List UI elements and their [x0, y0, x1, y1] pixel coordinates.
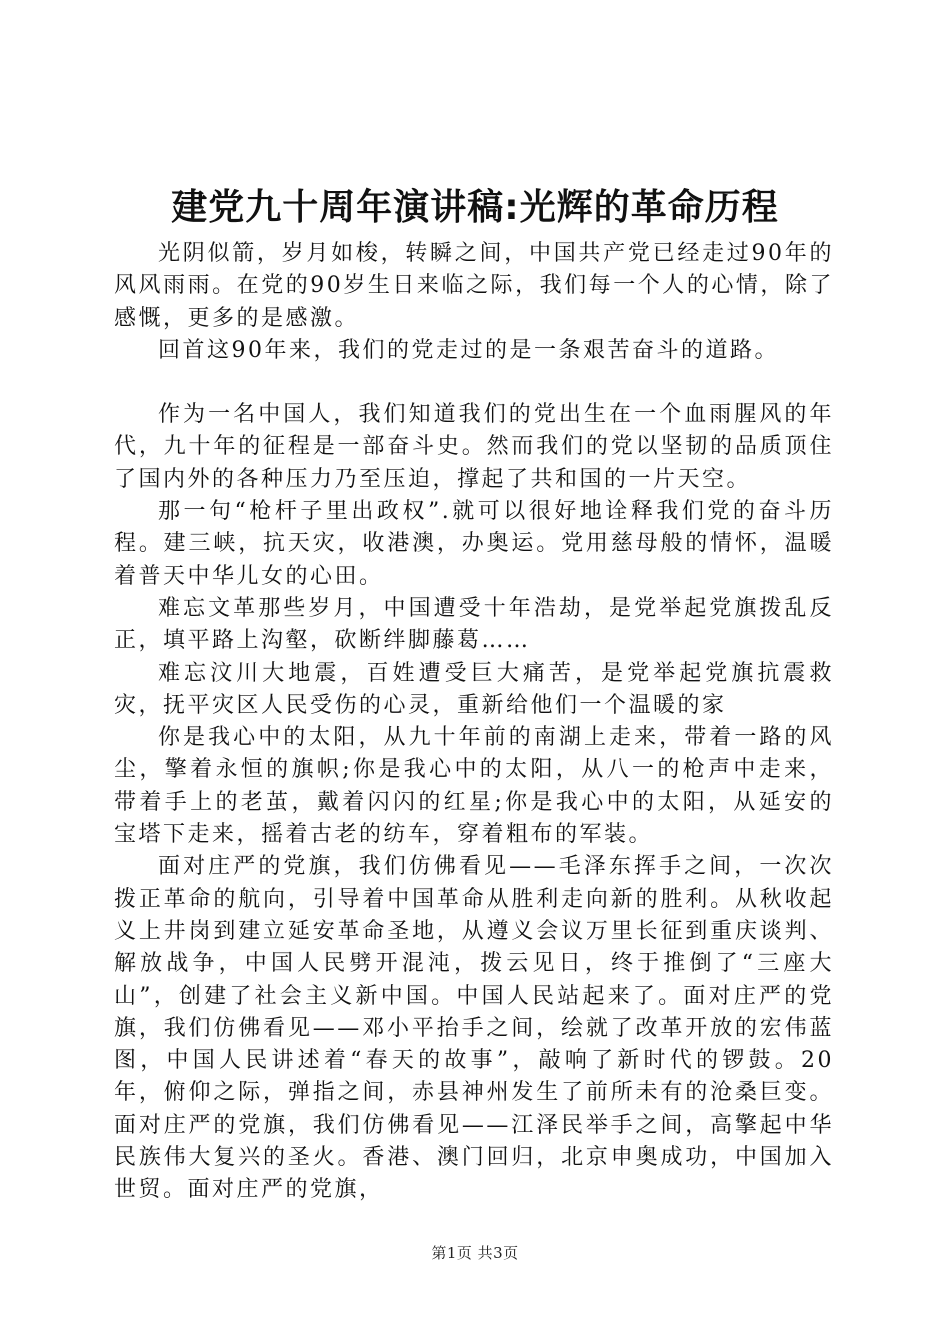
paragraph: 面对庄严的党旗，我们仿佛看见——毛泽东挥手之间，一次次拨正革命的航向，引导着中国革命从胜利走向新的胜利。从秋收起义上井岗到建立延安革命圣地，从遵义会议万里长征到重庆谈判、解放战争，中国人民劈开混沌，拨云见日，终于推倒了“三座大山”，创建了社会主义新中国。中国人民站起来了。面对庄严的党旗，我们仿佛看见——邓小平抬手之间，绘就了改革开放的宏伟蓝图，中国人民讲述着“春天的故事”，敲响了新时代的锣鼓。20年，俯仰之际，弹指之间，赤县神州发生了前所未有的沧桑巨变。面对庄严的党旗，我们仿佛看见——江泽民举手之间，高擎起中华民族伟大复兴的圣火。香港、澳门回归，北京申奥成功，中国加入世贸。面对庄严的党旗，: [114, 854, 834, 1203]
page-title: 建党九十周年演讲稿:光辉的革命历程: [171, 187, 779, 228]
paragraph: 回首这90年来，我们的党走过的是一条艰苦奋斗的道路。: [158, 337, 779, 363]
paragraph: 作为一名中国人，我们知道我们的党出生在一个血雨腥风的年代，九十年的征程是一部奋斗史。然而我们的党以坚韧的品质顶住了国内外的各种压力乃至压迫，撑起了共和国的一片天空。: [114, 402, 834, 492]
document-body: [114, 238, 834, 1207]
page-number-footer: 第1页 共3页: [431, 1244, 519, 1262]
paragraph: 难忘汶川大地震，百姓遭受巨大痛苦，是党举起党旗抗震救灾，抚平灾区人民受伤的心灵，重新给他们一个温暖的家: [114, 660, 834, 718]
paragraph: 那一句“枪杆子里出政权”.就可以很好地诠释我们党的奋斗历程。建三峡，抗天灾，收港澳，办奥运。党用慈母般的情怀，温暖着普天中华儿女的心田。: [114, 499, 834, 589]
paragraph: 你是我心中的太阳，从九十年前的南湖上走来，带着一路的风尘，擎着永恒的旗帜;你是我心中的太阳，从八一的枪声中走来，带着手上的老茧，戴着闪闪的红星;你是我心中的太阳，从延安的宝塔下走来，摇着古老的纺车，穿着粗布的军装。: [114, 725, 834, 848]
paragraph: 光阴似箭，岁月如梭，转瞬之间，中国共产党已经走过90年的风风雨雨。在党的90岁生日来临之际，我们每一个人的心情，除了感慨，更多的是感激。: [114, 241, 834, 331]
paragraph: 难忘文革那些岁月，中国遭受十年浩劫，是党举起党旗拨乱反正，填平路上沟壑，砍断绊脚藤葛……: [114, 595, 834, 654]
